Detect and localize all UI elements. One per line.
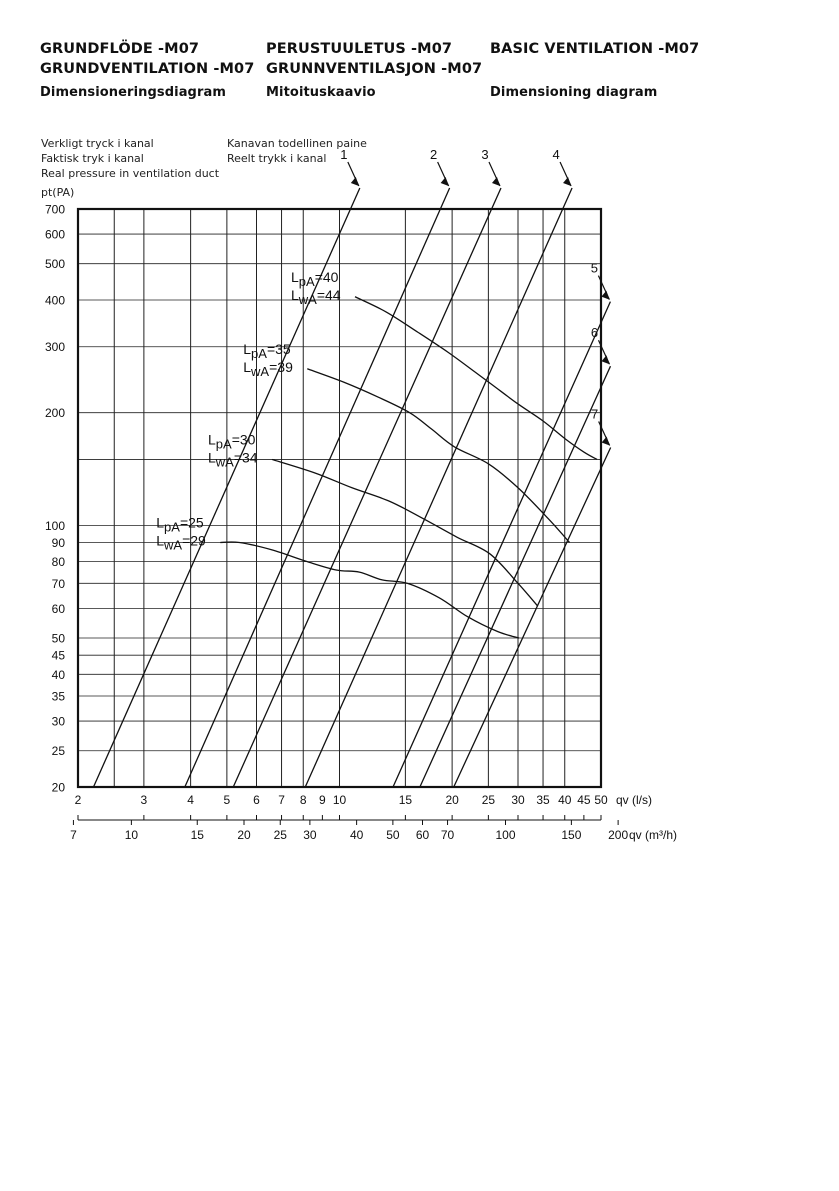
x2-tick-label: 7	[70, 828, 77, 842]
header-en-subtitle: Dimensioning diagram	[490, 85, 658, 100]
damper-label-6: 6	[590, 325, 599, 341]
sound-label-lpa: LpA=40	[290, 268, 339, 289]
ylabel-line-da: Faktisk tryk i kanal	[41, 152, 144, 165]
damper-arrowhead-7	[602, 436, 610, 445]
x-tick-label: 10	[332, 793, 347, 807]
x2-tick-label: 100	[495, 828, 516, 842]
y-tick-label: 40	[51, 667, 65, 682]
x-tick-label: 3	[140, 793, 148, 807]
y-tick-label: 20	[51, 780, 65, 795]
damper-arrowhead-5	[601, 291, 609, 300]
x-tick-label: 4	[187, 793, 194, 807]
x2-tick-label: 10	[124, 828, 139, 842]
y-tick-label: 100	[44, 518, 65, 533]
sound-curve-2	[272, 459, 537, 605]
damper-arrowhead-4	[563, 177, 571, 186]
x2-tick-label: 40	[349, 828, 364, 842]
y-tick-label: 700	[44, 202, 65, 217]
damper-line-5	[393, 302, 610, 787]
x-tick-label: 15	[398, 793, 413, 807]
x2-tick-label: 70	[440, 828, 455, 842]
x-tick-label: 50	[594, 793, 608, 807]
damper-label-7: 7	[591, 406, 599, 422]
y-tick-label: 70	[51, 576, 65, 591]
x2-tick-label: 15	[190, 828, 204, 842]
damper-label-4: 4	[552, 146, 560, 162]
x-tick-label: 30	[511, 793, 525, 807]
header-sv-title2: GRUNDVENTILATION -M07	[40, 61, 255, 77]
sound-curve-1	[220, 542, 519, 638]
y-tick-label: 400	[44, 293, 65, 308]
damper-arrowhead-6	[601, 355, 609, 364]
damper-lines	[93, 162, 610, 787]
header-en-title1: BASIC VENTILATION -M07	[490, 41, 700, 57]
x-axis-label: qv (l/s)	[616, 793, 652, 807]
damper-arrowhead-2	[441, 177, 449, 186]
sound-label-lpa: LpA=30	[207, 431, 256, 452]
damper-line-4	[305, 188, 572, 787]
y-tick-label: 30	[51, 714, 65, 729]
damper-arrowhead-1	[351, 177, 359, 186]
y-tick-label: 80	[51, 555, 65, 570]
x-tick-label: 8	[299, 793, 307, 807]
damper-label-1: 1	[340, 146, 348, 162]
damper-label-5: 5	[590, 260, 599, 276]
x-tick-label: 2	[74, 793, 82, 807]
y-tick-label: 300	[44, 340, 65, 355]
x-tick-label: 35	[536, 793, 550, 807]
y-tick-label: 35	[51, 689, 65, 704]
damper-label-3: 3	[481, 147, 489, 163]
x-tick-label: 45	[577, 793, 591, 807]
x2-axis-label: qv (m³/h)	[629, 828, 677, 842]
y-tick-label: 50	[51, 631, 65, 646]
y-tick-label: 60	[51, 601, 65, 616]
ylabel-line-sv: Verkligt tryck i kanal	[41, 137, 154, 150]
x2-tick-label: 200	[608, 828, 629, 842]
header-fi-title2: GRUNNVENTILASJON -M07	[266, 61, 483, 77]
y-unit-label: pt(PA)	[41, 186, 75, 199]
damper-line-7	[454, 447, 611, 787]
sound-label-lpa: LpA=35	[243, 340, 291, 361]
damper-line-6	[420, 366, 611, 787]
x-tick-label: 20	[445, 793, 459, 807]
ylabel-line-en: Real pressure in ventilation duct	[41, 167, 220, 180]
damper-label-2: 2	[430, 146, 438, 162]
ylabel-line-fi: Kanavan todellinen paine	[227, 137, 367, 150]
x-tick-label: 40	[558, 793, 572, 807]
x2-tick-label: 150	[561, 828, 582, 842]
x-tick-label: 5	[223, 793, 231, 807]
y-tick-label: 90	[51, 535, 65, 550]
header-sv-title1: GRUNDFLÖDE -M07	[40, 41, 200, 57]
x2-tick-label: 50	[386, 828, 400, 842]
y-tick-label: 25	[51, 744, 65, 759]
sound-curve-3	[307, 369, 569, 543]
sound-label-lwa: LwA=29	[156, 532, 206, 553]
y-tick-label: 600	[44, 227, 65, 242]
header-fi-subtitle: Mitoituskaavio	[266, 85, 376, 100]
sound-label-lwa: LwA=44	[290, 286, 341, 307]
sound-label-lpa: LpA=25	[156, 514, 204, 535]
x-tick-label: 9	[319, 793, 326, 807]
ylabel-line-no: Reelt trykk i kanal	[227, 152, 327, 165]
y-tick-label: 200	[44, 406, 65, 421]
x-tick-label: 7	[278, 793, 285, 807]
header-fi-title1: PERUSTUULETUS -M07	[266, 41, 453, 57]
axis-ticks	[45, 203, 677, 843]
x2-tick-label: 25	[273, 828, 287, 842]
x2-tick-label: 30	[303, 828, 317, 842]
y-tick-label: 45	[51, 648, 65, 663]
chart-labels	[156, 147, 598, 553]
damper-arrowhead-3	[492, 177, 500, 186]
x2-tick-label: 20	[237, 828, 251, 842]
x-tick-label: 25	[481, 793, 496, 807]
sound-label-lwa: LwA=34	[207, 449, 258, 470]
x2-tick-label: 60	[415, 828, 430, 842]
header-sv-subtitle: Dimensioneringsdiagram	[40, 85, 226, 100]
y-tick-label: 500	[44, 257, 65, 272]
x-tick-label: 6	[253, 793, 260, 807]
sound-label-lwa: LwA=39	[243, 358, 293, 379]
